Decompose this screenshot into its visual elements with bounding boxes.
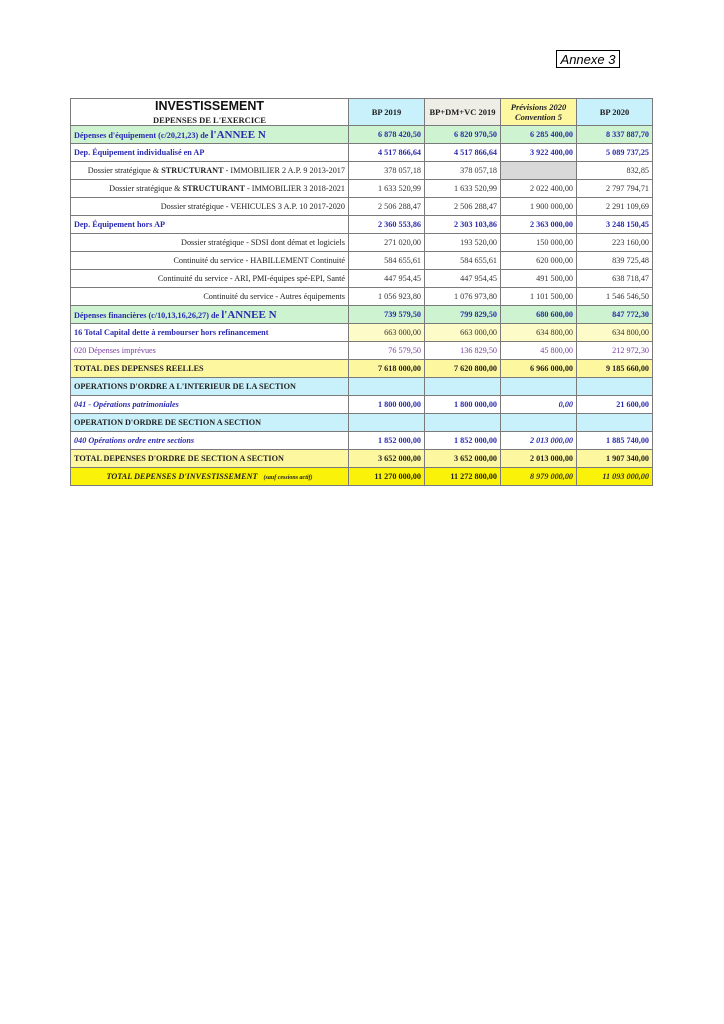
row-label: [71, 126, 349, 144]
cell-bp2019: 1 633 520,99: [349, 180, 425, 198]
cell-empty: [577, 378, 653, 396]
cell-previsions2020: 620 000,00: [501, 252, 577, 270]
cell-bpdmvc2019: 799 829,50: [425, 306, 501, 324]
cell-bpdmvc2019: 2 303 103,86: [425, 216, 501, 234]
cell-bp2020: 21 600,00: [577, 396, 653, 414]
cell-previsions2020: 8 979 000,00: [501, 468, 577, 486]
cell-bpdmvc2019: 447 954,45: [425, 270, 501, 288]
cell-empty: [425, 378, 501, 396]
row-label-bold: STRUCTURANT: [182, 184, 245, 193]
cell-bp2019: 739 579,50: [349, 306, 425, 324]
table-row-grand-total: [71, 468, 653, 486]
cell-bp2020: 9 185 660,00: [577, 360, 653, 378]
cell-bp2020: 839 725,48: [577, 252, 653, 270]
table-row-equipement: [71, 126, 653, 144]
cell-bp2020: 8 337 887,70: [577, 126, 653, 144]
table-row-vehicules: [71, 198, 653, 216]
cell-bp2020: 638 718,47: [577, 270, 653, 288]
row-label-suffix: l'ANNEE N: [221, 308, 277, 321]
cell-previsions2020: 1 900 000,00: [501, 198, 577, 216]
cell-previsions2020: 3 922 400,00: [501, 144, 577, 162]
row-label-part: - IMMOBILIER 3 2018-2021: [244, 184, 345, 193]
cell-bp2019: 378 057,18: [349, 162, 425, 180]
cell-bp2020: 3 248 150,45: [577, 216, 653, 234]
table-row-autres: [71, 288, 653, 306]
cell-bp2020: 11 093 000,00: [577, 468, 653, 486]
cell-previsions2020: 680 600,00: [501, 306, 577, 324]
cell-bp2019: 2 360 553,86: [349, 216, 425, 234]
cell-bp2020: 223 160,00: [577, 234, 653, 252]
row-label: [71, 468, 349, 486]
row-label: Continuité du service - HABILLEMENT Continuité: [71, 252, 349, 270]
cell-bpdmvc2019: 1 800 000,00: [425, 396, 501, 414]
table-row-ordre-section-a-section: [71, 414, 653, 432]
cell-bpdmvc2019: 7 620 800,00: [425, 360, 501, 378]
cell-bp2019: 1 800 000,00: [349, 396, 425, 414]
row-label: Continuité du service - ARI, PMI-équipes spé-EPI, Santé: [71, 270, 349, 288]
cell-bp2019: 11 270 000,00: [349, 468, 425, 486]
row-label: TOTAL DES DEPENSES REELLES: [71, 360, 349, 378]
table-row-patrimoniales: [71, 396, 653, 414]
cell-bp2020: 5 089 737,25: [577, 144, 653, 162]
cell-bp2019: 271 020,00: [349, 234, 425, 252]
table-row-financieres: [71, 306, 653, 324]
cell-previsions2020: 2 363 000,00: [501, 216, 577, 234]
cell-previsions2020: 150 000,00: [501, 234, 577, 252]
cell-previsions2020: 2 013 000,00: [501, 450, 577, 468]
cell-empty: [425, 414, 501, 432]
cell-previsions2020: 491 500,00: [501, 270, 577, 288]
cell-bp2019: 1 056 923,80: [349, 288, 425, 306]
row-label-part: Dossier stratégique &: [87, 166, 162, 175]
row-label-prefix: Dépenses financières (c/10,13,16,26,27) de: [74, 310, 222, 320]
row-label: OPERATIONS D'ORDRE A L'INTERIEUR DE LA SECTION: [71, 378, 349, 396]
table-row-total-reelles: [71, 360, 653, 378]
row-label: 040 Opérations ordre entre sections: [71, 432, 349, 450]
cell-bpdmvc2019: 3 652 000,00: [425, 450, 501, 468]
cell-previsions2020: 1 101 500,00: [501, 288, 577, 306]
cell-bp2019: 76 579,50: [349, 342, 425, 360]
cell-empty: [501, 378, 577, 396]
table-header-row: [71, 99, 653, 126]
cell-bp2019: 4 517 866,64: [349, 144, 425, 162]
cell-previsions2020: 634 800,00: [501, 324, 577, 342]
cell-bp2019: 2 506 288,47: [349, 198, 425, 216]
row-label: [71, 306, 349, 324]
cell-bp2020: 2 291 109,69: [577, 198, 653, 216]
row-label: [71, 180, 349, 198]
cell-previsions2020: 2 022 400,00: [501, 180, 577, 198]
row-label: 16 Total Capital dette à rembourser hors refinancement: [71, 324, 349, 342]
grand-total-note: (sauf cessions actif): [263, 475, 313, 481]
cell-bp2020: 832,85: [577, 162, 653, 180]
table-row-capital-dette: [71, 324, 653, 342]
cell-bp2020: 2 797 794,71: [577, 180, 653, 198]
row-label-suffix: l'ANNEE N: [210, 128, 266, 141]
cell-bp2020: 847 772,30: [577, 306, 653, 324]
grand-total-label: TOTAL DEPENSES D'INVESTISSEMENT: [106, 472, 258, 481]
cell-bp2019: 3 652 000,00: [349, 450, 425, 468]
cell-bpdmvc2019: 378 057,18: [425, 162, 501, 180]
row-label-bold: STRUCTURANT: [161, 166, 224, 175]
row-label-part: - IMMOBILIER 2 A.P. 9 2013-2017: [223, 166, 345, 175]
table-title-cell: [71, 99, 349, 126]
cell-bpdmvc2019: 2 506 288,47: [425, 198, 501, 216]
cell-bpdmvc2019: 1 852 000,00: [425, 432, 501, 450]
row-label: 020 Dépenses imprévues: [71, 342, 349, 360]
cell-bpdmvc2019: 11 272 800,00: [425, 468, 501, 486]
table-row-imprevues: [71, 342, 653, 360]
cell-bpdmvc2019: 4 517 866,64: [425, 144, 501, 162]
column-header-bpdmvc2019: BP+DM+VC 2019: [425, 99, 501, 126]
table-row-hors-ap: [71, 216, 653, 234]
table-row-sdsi: [71, 234, 653, 252]
cell-bp2020: 1 885 740,00: [577, 432, 653, 450]
table-row-immobilier3: [71, 180, 653, 198]
cell-empty: [349, 414, 425, 432]
cell-previsions2020: 6 966 000,00: [501, 360, 577, 378]
cell-bp2019: 584 655,61: [349, 252, 425, 270]
row-label: OPERATION D'ORDRE DE SECTION A SECTION: [71, 414, 349, 432]
cell-previsions2020: 2 013 000,00: [501, 432, 577, 450]
row-label: Dossier stratégique - VEHICULES 3 A.P. 10 2017-2020: [71, 198, 349, 216]
cell-previsions2020: 45 800,00: [501, 342, 577, 360]
row-label: Dossier stratégique - SDSI dont démat et logiciels: [71, 234, 349, 252]
table-row-immobilier2: [71, 162, 653, 180]
row-label: TOTAL DEPENSES D'ORDRE DE SECTION A SECTION: [71, 450, 349, 468]
table-row-indiv-ap: [71, 144, 653, 162]
table-row-total-ordre: [71, 450, 653, 468]
table-row-ari: [71, 270, 653, 288]
cell-bpdmvc2019: 1 076 973,80: [425, 288, 501, 306]
row-label: Dep. Équipement hors AP: [71, 216, 349, 234]
row-label-prefix: Dépenses d'équipement (c/20,21,23) de: [74, 130, 211, 140]
cell-empty: [577, 414, 653, 432]
cell-bp2020: 634 800,00: [577, 324, 653, 342]
column-header-bp2019: BP 2019: [349, 99, 425, 126]
cell-bp2020: 1 907 340,00: [577, 450, 653, 468]
cell-empty: [349, 378, 425, 396]
cell-empty: [501, 414, 577, 432]
table-subtitle: DEPENSES DE L'EXERCICE: [153, 115, 266, 125]
row-label: [71, 162, 349, 180]
cell-bp2019: 447 954,45: [349, 270, 425, 288]
cell-bpdmvc2019: 1 633 520,99: [425, 180, 501, 198]
table-row-ordre-interieur-section: [71, 378, 653, 396]
row-label-part: Dossier stratégique &: [109, 184, 183, 193]
cell-previsions2020-empty: [501, 162, 577, 180]
column-header-previsions2020: Prévisions 2020 Convention 5: [501, 99, 577, 126]
table-row-entre-sections: [71, 432, 653, 450]
table-row-habillement: [71, 252, 653, 270]
cell-previsions2020: 0,00: [501, 396, 577, 414]
cell-bp2019: 663 000,00: [349, 324, 425, 342]
cell-bpdmvc2019: 663 000,00: [425, 324, 501, 342]
column-header-bp2020: BP 2020: [577, 99, 653, 126]
investment-budget-table: [70, 98, 653, 486]
cell-previsions2020: 6 285 400,00: [501, 126, 577, 144]
annex-label: Annexe 3: [556, 50, 620, 68]
cell-bp2019: 1 852 000,00: [349, 432, 425, 450]
cell-bpdmvc2019: 193 520,00: [425, 234, 501, 252]
cell-bp2020: 212 972,30: [577, 342, 653, 360]
cell-bpdmvc2019: 6 820 970,50: [425, 126, 501, 144]
cell-bp2019: 7 618 000,00: [349, 360, 425, 378]
cell-bp2019: 6 878 420,50: [349, 126, 425, 144]
row-label: Continuité du service - Autres équipements: [71, 288, 349, 306]
row-label: Dep. Équipement individualisé en AP: [71, 144, 349, 162]
cell-bpdmvc2019: 136 829,50: [425, 342, 501, 360]
cell-bp2020: 1 546 546,50: [577, 288, 653, 306]
row-label: 041 - Opérations patrimoniales: [71, 396, 349, 414]
cell-bpdmvc2019: 584 655,61: [425, 252, 501, 270]
table-title: INVESTISSEMENT: [154, 99, 265, 113]
